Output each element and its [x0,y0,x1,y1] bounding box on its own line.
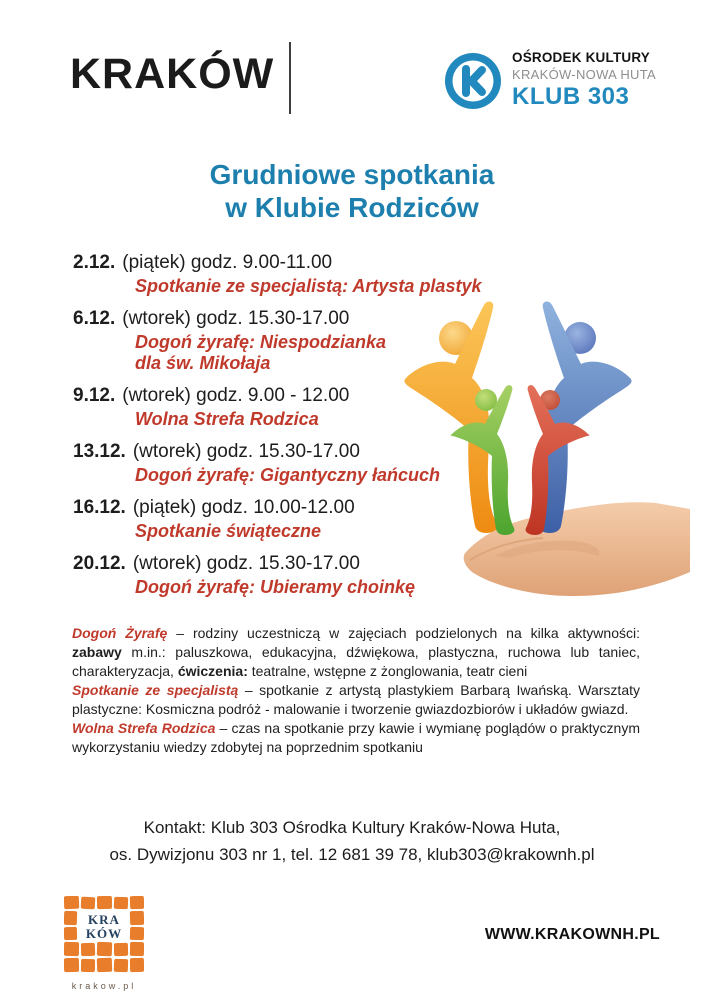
info-paragraph [72,719,640,757]
events-list [73,250,513,607]
event-details: (wtorek) godz. 15.30-17.00 [132,553,360,574]
header-divider [289,42,291,114]
k-in-circle-icon [444,52,502,110]
title-line-1: Grudniowe spotkania [209,159,495,190]
event-date: 9.12. [73,385,116,406]
event-item [73,383,513,430]
event-details: (wtorek) godz. 15.30-17.00 [132,441,360,462]
title-line-2: w Klubie Rodziców [225,192,479,224]
info-bold: zabawy [72,644,122,660]
event-description [135,465,513,486]
event-header [73,495,513,520]
event-description [135,521,513,542]
info-text: – czas na spotkanie przy kawie i wymianę poglądów o praktycznym wykorzystaniu wiedzy zdobytej na poprzednim spotkaniu [72,720,640,755]
event-item [73,495,513,542]
event-date: 6.12. [73,308,116,329]
klub303-logo [444,50,656,111]
org-text [512,50,656,111]
krakow-mosaic-icon [64,896,144,974]
event-date: 13.12. [73,441,126,462]
event-date: 16.12. [73,497,126,518]
event-desc-line: Spotkanie świąteczne [135,521,322,541]
event-desc-line: Wolna Strefa Rodzica [135,409,319,429]
info-term: Wolna Strefa Rodzica [72,720,216,736]
event-description [135,276,513,297]
event-item [73,439,513,486]
event-desc-line: Dogoń żyrafę: Niespodzianka [135,332,387,352]
info-text: – rodziny uczestniczą w zajęciach podzielonych na kilka aktywności: [167,625,640,641]
event-item [73,306,513,374]
mosaic-text-line-1: KRA [88,912,120,927]
event-desc-line: dla św. Mikołaja [135,353,271,373]
event-date: 2.12. [73,252,116,273]
event-details: (piątek) godz. 9.00-11.00 [122,252,333,273]
event-desc-line: Dogoń żyrafę: Ubieramy choinkę [135,577,416,597]
event-header [73,250,513,275]
page-title [0,158,704,224]
info-text: – spotkanie z artystą plastykiem Barbarą Iwańską. Warsztaty plastyczne: Kosmiczna podróż - malowanie i tworzenie gwiazdozbiorów i układów gwiazd. [72,682,640,717]
krakow-mosaic-logo [64,896,144,991]
info-paragraph [72,681,640,719]
event-description [135,577,513,598]
event-header [73,306,513,331]
info-text: m.in.: paluszkowa, edukacyjna, dźwiękowa, plastyczna, ruchowa lub taniec, charakteryzacja, [72,644,640,679]
event-item [73,250,513,297]
krakow-pl-label: krakow.pl [71,981,137,991]
event-desc-line: Dogoń żyrafę: Gigantyczny łańcuch [135,465,441,485]
mosaic-text-line-2: KÓW [85,926,123,941]
event-date: 20.12. [73,553,126,574]
event-details: (wtorek) godz. 15.30-17.00 [122,308,350,329]
event-details: (piątek) godz. 10.00-12.00 [132,497,355,518]
org-district: KRAKÓW-NOWA HUTA [512,67,656,82]
contact-line-1: Kontakt: Klub 303 Ośrodka Kultury Kraków-Nowa Huta, [143,818,561,837]
krakow-wordmark: KRAKÓW [70,50,275,98]
info-text: teatralne, wstępne z żonglowania, teatr cieni [247,663,528,679]
org-name: OŚRODEK KULTURY [512,50,650,65]
event-header [73,439,513,464]
website-label: WWW.KRAKOWNH.PL [484,926,660,943]
info-section [72,624,640,757]
event-description [135,332,513,374]
event-header [73,383,513,408]
info-term: Spotkanie ze specjalistą [72,682,239,698]
contact-info [0,814,704,868]
event-item [73,551,513,598]
blue-figure [539,301,632,533]
event-description [135,409,513,430]
event-desc-line: Spotkanie ze specjalistą: Artysta plastyk [135,276,482,296]
event-header [73,551,513,576]
contact-line-2: os. Dywizjonu 303 nr 1, tel. 12 681 39 78, klub303@krakownh.pl [109,845,595,864]
info-term: Dogoń Żyrafę [72,625,168,641]
info-bold: ćwiczenia: [177,663,248,679]
info-paragraph [72,624,640,681]
org-club: KLUB 303 [512,83,630,110]
event-details: (wtorek) godz. 9.00 - 12.00 [122,385,350,406]
